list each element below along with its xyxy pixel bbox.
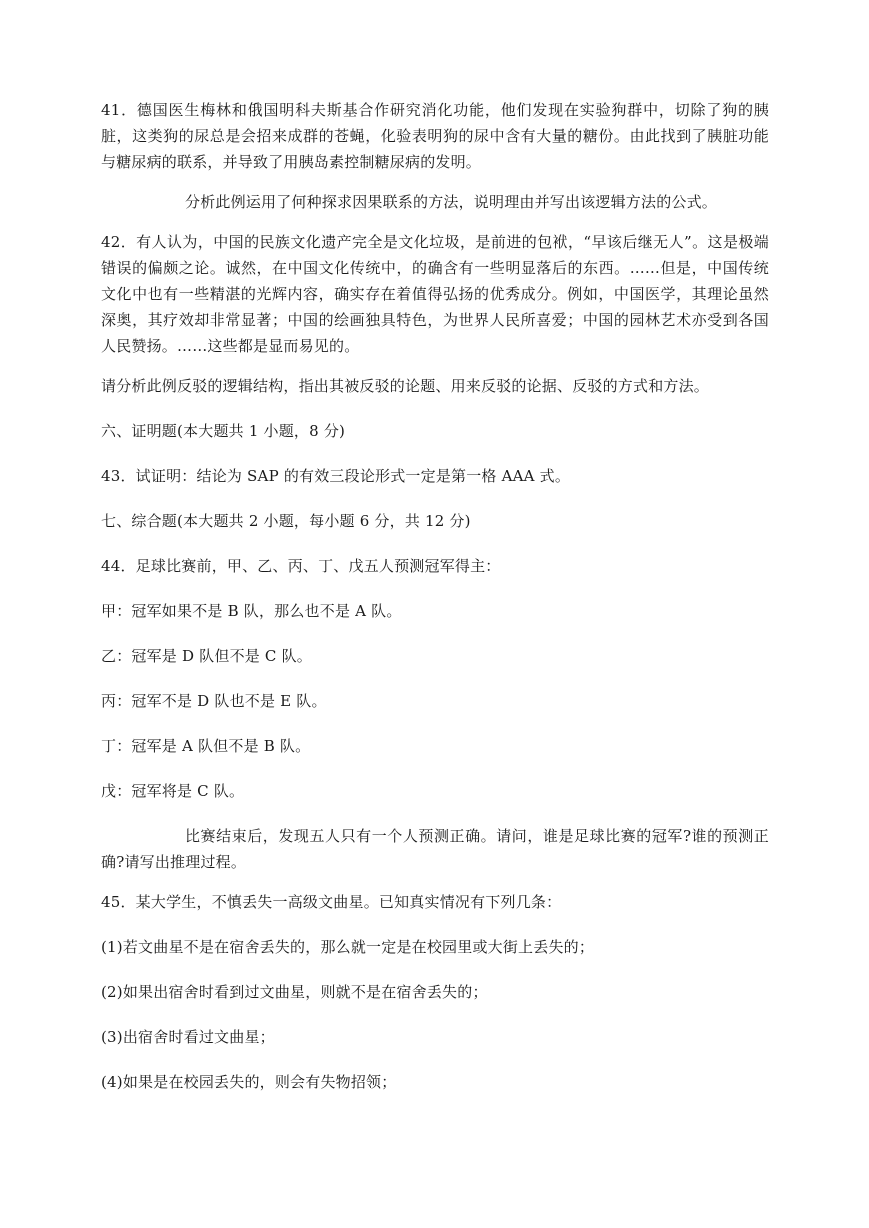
fact-2: (2)如果出宿舍时看到过文曲星，则就不是在宿舍丢失的； xyxy=(101,983,488,1001)
prediction-wu: 戊：冠军将是 C 队。 xyxy=(101,782,245,800)
question-41-text: 41．德国医生梅林和俄国明科夫斯基合作研究消化功能，他们发现在实验狗群中，切除了狗的胰脏，这类狗的尿总是会招来成群的苍蝇，化验表明狗的尿中含有大量的糖份。由此找到了胰脏功能与糖尿病的联系，并导致了用胰岛素控制糖尿病的发明。 xyxy=(101,101,769,171)
section-6-heading: 六、证明题(本大题共 1 小题，8 分) xyxy=(101,422,346,440)
question-43-text: 43．试证明：结论为 SAP 的有效三段论形式一定是第一格 AAA 式。 xyxy=(101,467,571,485)
section-7-heading: 七、综合题(本大题共 2 小题，每小题 6 分，共 12 分) xyxy=(101,512,471,530)
exam-page xyxy=(101,97,769,1114)
fact-3: (3)出宿舍时看过文曲星； xyxy=(101,1028,275,1046)
question-44-instruction: 比赛结束后，发现五人只有一个人预测正确。请问，谁是足球比赛的冠军?谁的预测正确?请写出推理过程。 xyxy=(101,827,769,871)
fact-1: (1)若文曲星不是在宿舍丢失的，那么就一定是在校园里或大街上丢失的； xyxy=(101,938,595,956)
prediction-ding: 丁：冠军是 A 队但不是 B 队。 xyxy=(101,737,311,755)
question-45-text: 45．某大学生，不慎丢失一高级文曲星。已知真实情况有下列几条： xyxy=(101,893,562,911)
question-42-instruction: 请分析此例反驳的逻辑结构，指出其被反驳的论题、用来反驳的论据、反驳的方式和方法。 xyxy=(101,377,710,395)
fact-4: (4)如果是在校园丢失的，则会有失物招领； xyxy=(101,1073,397,1091)
prediction-jia: 甲：冠军如果不是 B 队，那么也不是 A 队。 xyxy=(101,602,402,620)
question-44-text: 44．足球比赛前，甲、乙、丙、丁、戊五人预测冠军得主： xyxy=(101,557,501,575)
question-42-text: 42．有人认为，中国的民族文化遗产完全是文化垃圾，是前进的包袱，“早该后继无人”。这是极端错误的偏颇之论。诚然，在中国文化传统中，的确含有一些明显落后的东西。……但是，中国传统文化中也有一些精湛的光辉内容，确实存在着值得弘扬的优秀成分。例如，中国医学，其理论虽然深奥，其疗效却非常显著；中国的绘画独具特色，为世界人民所喜爱；中国的园林艺术亦受到各国人民赞扬。……这些都是显而易见的。 xyxy=(101,233,769,355)
prediction-bing: 丙：冠军不是 D 队也不是 E 队。 xyxy=(101,692,327,710)
question-41-instruction: 分析此例运用了何种探求因果联系的方法，说明理由并写出该逻辑方法的公式。 xyxy=(185,193,718,211)
prediction-yi: 乙：冠军是 D 队但不是 C 队。 xyxy=(101,647,312,665)
